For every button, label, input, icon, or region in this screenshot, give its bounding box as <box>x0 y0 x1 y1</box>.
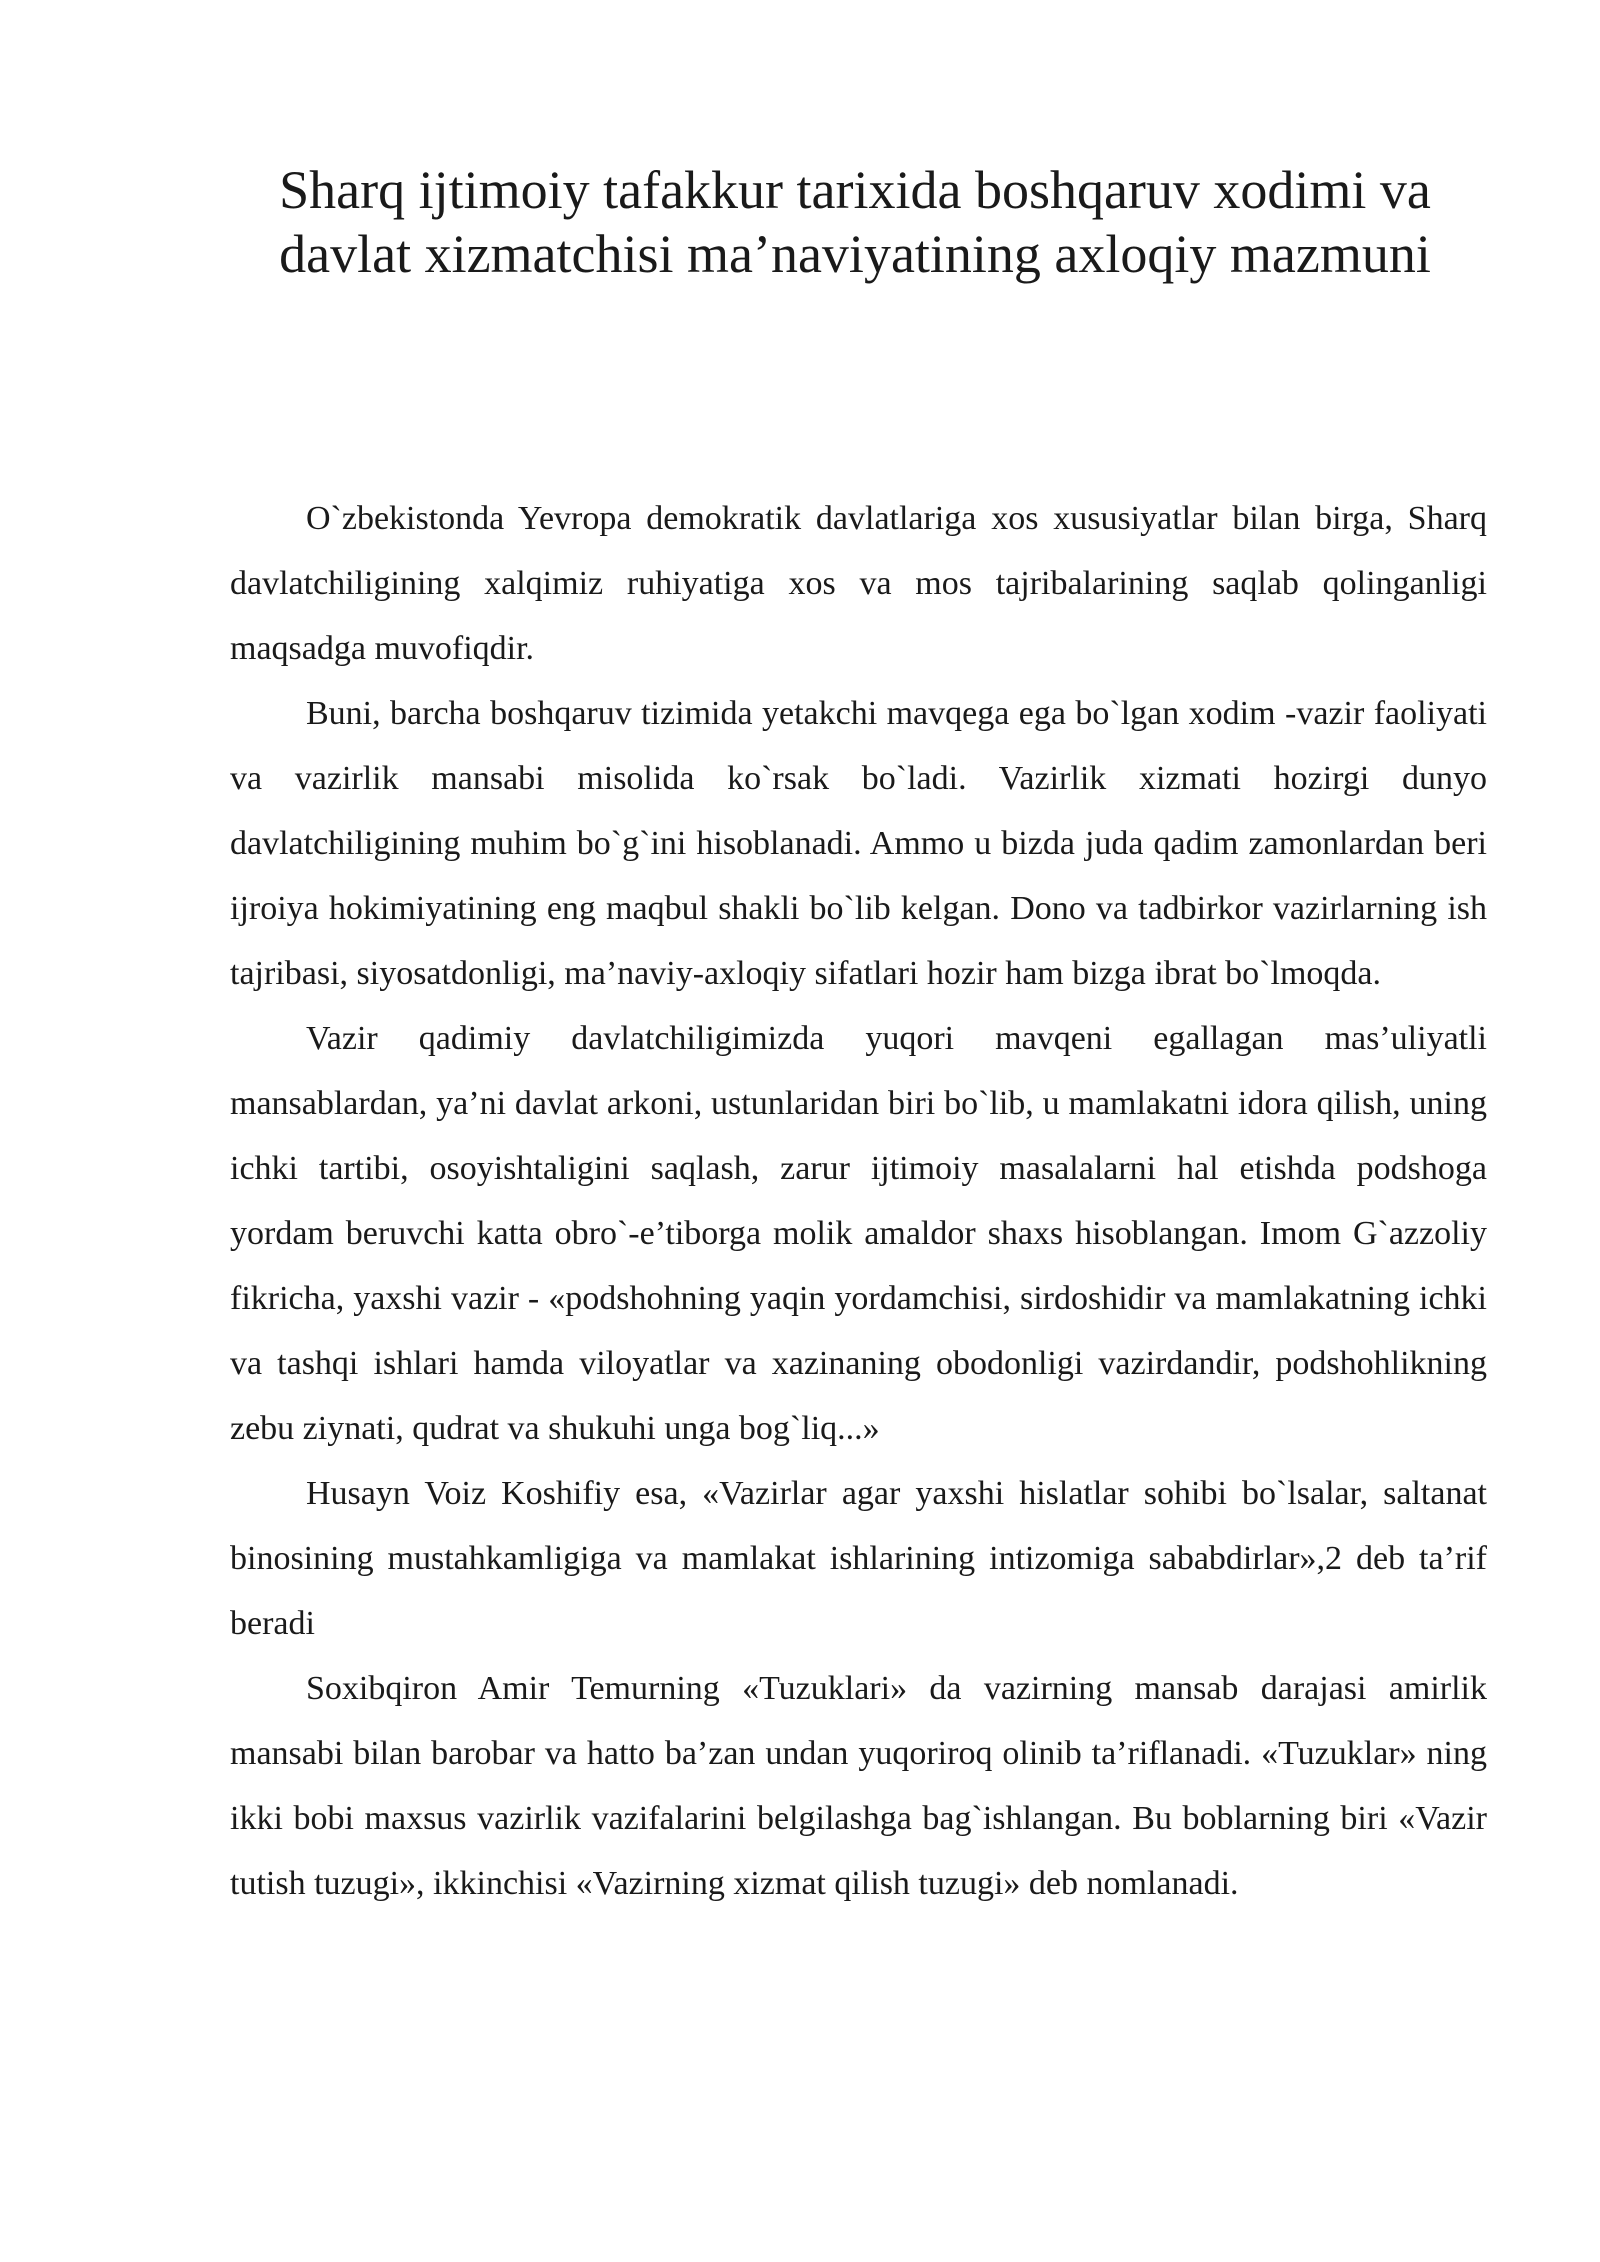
document-body <box>230 486 1487 1916</box>
paragraph: O`zbekistonda Yevropa demokratik davlatlariga xos xususiyatlar bilan birga, Sharq davlatchiligining xalqimiz ruhiyatiga xos va mos tajribalarining saqlab qolinganligi maqsadga muvofiqdir. <box>230 500 1487 667</box>
paragraph: Soxibqiron Amir Temurning «Tuzuklari» da vazirning mansab darajasi amirlik mansabi bilan barobar va hatto ba’zan undan yuqoriroq olinib ta’riflanadi. «Tuzuklar» ning ikki bobi maxsus vazirlik vazifalarini belgilashga bag`ishlangan. Bu boblarning biri «Vazir tutish tuzugi», ikkinchisi «Vazirning xizmat qilish tuzugi» deb nomlanadi. <box>230 1670 1487 1902</box>
document-title: Sharq ijtimoiy tafakkur tarixida boshqaruv xodimi va davlat xizmatchisi ma’naviyatining axloqiy mazmuni <box>279 160 1431 284</box>
paragraph: Husayn Voiz Koshifiy esa, «Vazirlar agar yaxshi hislatlar sohibi bo`lsalar, saltanat binosining mustahkamligiga va mamlakat ishlarining intizomiga sababdirlar»,2 deb ta’rif beradi <box>230 1475 1487 1642</box>
paragraph: Buni, barcha boshqaruv tizimida yetakchi mavqega ega bo`lgan xodim -vazir faoliyati va vazirlik mansabi misolida ko`rsak bo`ladi. Vazirlik xizmati hozirgi dunyo davlatchiligining muhim bo`g`ini hisoblanadi. Ammo u bizda juda qadim zamonlardan beri ijroiya hokimiyatining eng maqbul shakli bo`lib kelgan. Dono va tadbirkor vazirlarning ish tajribasi, siyosatdonligi, ma’naviy-axloqiy sifatlari hozir ham bizga ibrat bo`lmoqda. <box>230 695 1487 992</box>
paragraph: Vazir qadimiy davlatchiligimizda yuqori mavqeni egallagan mas’uliyatli mansablardan, ya’ni davlat arkoni, ustunlaridan biri bo`lib, u mamlakatni idora qilish, uning ichki tartibi, osoyishtaligini saqlash, zarur ijtimoiy masalalarni hal etishda podshoga yordam beruvchi katta obro`-e’tiborga molik amaldor shaxs hisoblangan. Imom G`azzoliy fikricha, yaxshi vazir - «podshohning yaqin yordamchisi, sirdoshidir va mamlakatning ichki va tashqi ishlari hamda viloyatlar va xazinaning obodonligi vazirdandir, podshohlikning zebu ziynati, qudrat va shukuhi unga bog`liq...» <box>230 1020 1487 1447</box>
